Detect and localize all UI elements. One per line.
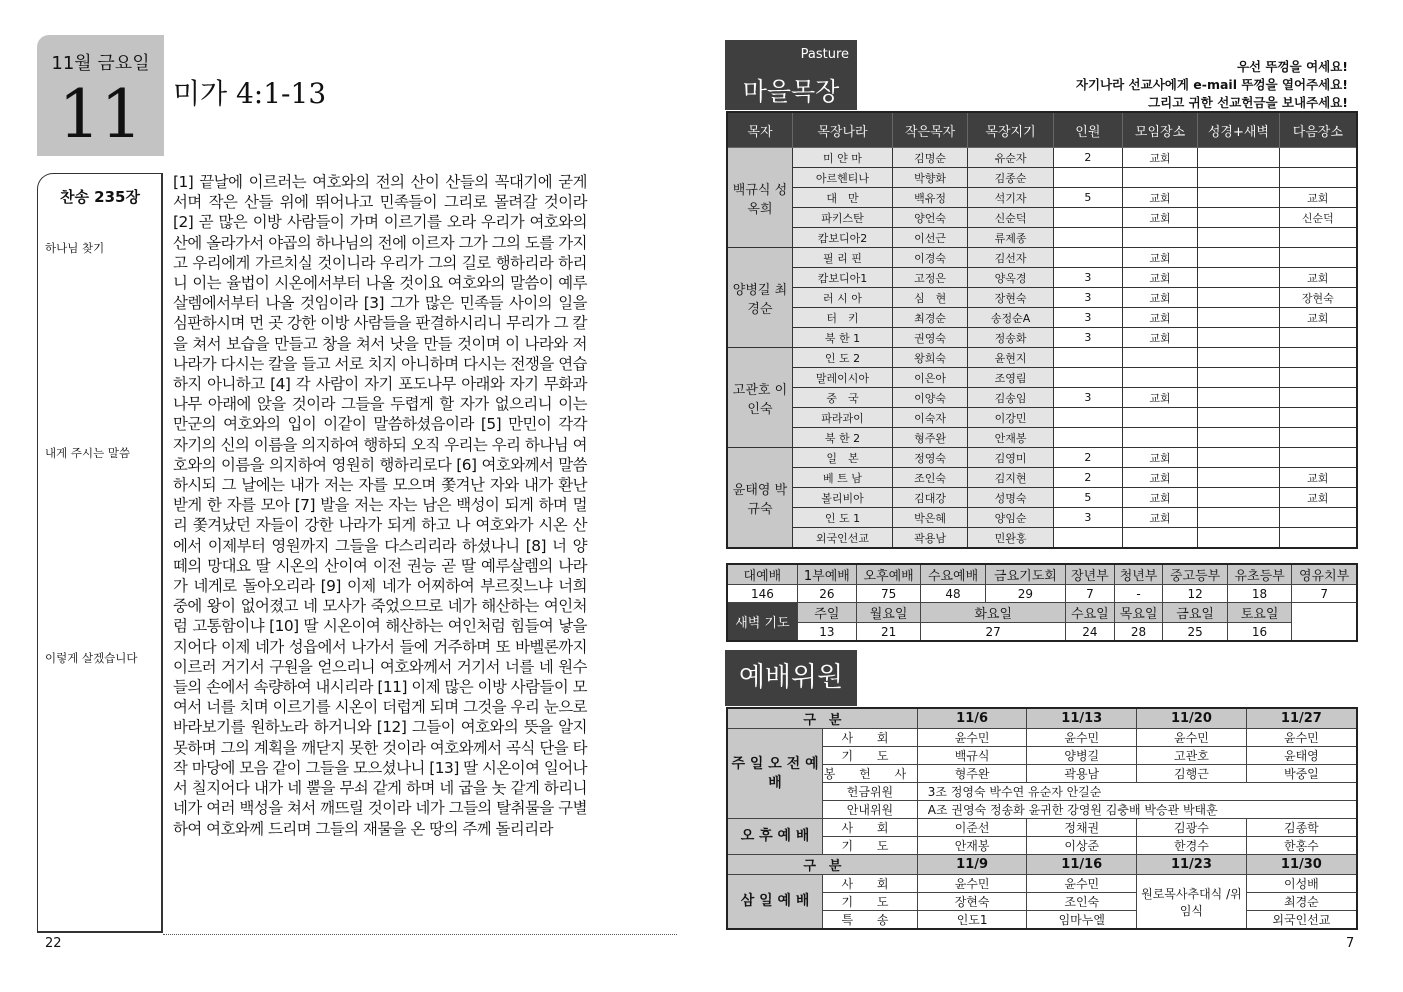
date-header: 11/30 bbox=[1246, 855, 1357, 875]
village-cell: 3 bbox=[1053, 328, 1122, 348]
village-cell: 교회 bbox=[1279, 268, 1357, 288]
attendance-value: 29 bbox=[985, 585, 1065, 603]
village-cell: 장현숙 bbox=[968, 288, 1054, 308]
village-cell: 인 도 2 bbox=[792, 348, 892, 368]
village-cell: 박은혜 bbox=[892, 508, 967, 528]
village-cell bbox=[1122, 428, 1197, 448]
village-cell bbox=[1279, 448, 1357, 468]
village-cell: 교회 bbox=[1279, 488, 1357, 508]
village-cell: 장현숙 bbox=[1279, 288, 1357, 308]
village-cell: 5 bbox=[1053, 188, 1122, 208]
village-cell bbox=[1122, 408, 1197, 428]
assignee: 김광수 bbox=[1137, 819, 1247, 837]
assignee: 한홍수 bbox=[1246, 837, 1357, 855]
village-cell: 김대강 bbox=[892, 488, 967, 508]
village-cell: 교회 bbox=[1122, 208, 1197, 228]
village-cell bbox=[1198, 408, 1279, 428]
dawn-value: 28 bbox=[1114, 623, 1163, 642]
village-cell bbox=[1279, 168, 1357, 188]
village-cell: 이은아 bbox=[892, 368, 967, 388]
scripture-text: [1] 끝날에 이르러는 여호와의 전의 산이 산들의 꼭대기에 굳게 서며 작은 산들 위에 뛰어나고 민족들이 그리로 몰려갈 것이라 [2] 곧 많은 이방 사람들이 가며 이르기를 오라 우리가 여호와의 산에 올라가서 야곱의 하나님의 전에 이르자 그가 그의 도를 가지고 우리에게 가르치실 것이니라 우리가 그의 길로 행하리라 하리니 이는 율법이 시온에서부터 나올 것이요 여호와의 말씀이 예루살렘에서부터 나올 것임이라 [3] 그가 많은 민족들 사이의 일을 심판하시며 먼 곳 강한 이방 사람들을 판결하시리니 무리가 그 칼을 쳐서 보습을 만들고 창을 쳐서 낫을 만들 것이며 이 나라와 저 나라가 다시는 칼을 들고 서로 치지 아니하며 다시는 전쟁을 연습하지 아니하고 [4] 각 사람이 자기 포도나무 아래와 자기 무화과나무 아래에 앉을 것이라 그들을 두렵게 할 자가 없으리니 이는 만군의 여호와의 입이 이같이 말씀하셨음이라 [5] 만민이 각각 자기의 신의 이름을 의지하여 행하되 오직 우리는 우리 하나님 여호와의 이름을 의지하여 영원히 행하리로다 [6] 여호와께서 말씀하시되 그 날에는 내가 저는 자를 모으며 쫓겨난 자와 내가 환난 받게 한 자를 모아 [7] 발을 저는 자는 남은 백성이 되게 하며 멀리 쫓겨났던 자들이 강한 나라가 되게 하고 나 여호와가 시온 산에서 이제부터 영원까지 그들을 다스리리라 하셨나니 [8] 너 양 떼의 망대요 딸 시온의 산이여 이전 권능 곧 딸 예루살렘의 나라가 네게로 돌아오리라 [9] 이제 네가 어찌하여 부르짖느냐 너희 중에 왕이 없어졌고 네 모사가 죽었으므로 네가 해산하는 여인처럼 고통함이냐 [10] 딸 시온이여 해산하는 여인처럼 힘들여 낳을지어다 이제 네가 성읍에서 나가서 들에 거주하며 또 바벨론까지 이르러 거기서 구원을 얻으리니 여호와께서 거기서 너를 네 원수들의 손에서 속량하여 내시리라 [11] 이제 많은 이방 사람들이 모여서 너를 치며 이르기를 시온이 더럽게 되며 그것을 우리 눈으로 바라보기를 원하노라 하거니와 [12] 그들이 여호와의 뜻을 알지 못하며 그의 계획을 깨닫지 못한 것이라 여호와께서 곡식 단을 타작 마당에 모음 같이 그들을 모으셨나니 [13] 딸 시온이여 일어나서 칠지어다 내가 네 뿔을 무쇠 같게 하며 네 굽을 놋 같게 하리니 네가 여러 백성을 쳐서 깨뜨릴 것이라 네가 그들의 탈취물을 구별하여 여호와께 드리며 그들의 재물을 온 땅의 주께 돌리리라 bbox=[173, 173, 587, 838]
hymn-number: 찬송 235장 bbox=[59, 188, 140, 206]
mission-notice bbox=[1076, 58, 1348, 112]
village-cell: 김송임 bbox=[968, 388, 1054, 408]
assignee: 정채권 bbox=[1027, 819, 1137, 837]
village-cell: 교회 bbox=[1122, 388, 1197, 408]
village-cell: 교회 bbox=[1122, 268, 1197, 288]
table-row bbox=[727, 328, 1357, 348]
village-cell: 대 만 bbox=[792, 188, 892, 208]
village-cell: 조영림 bbox=[968, 368, 1054, 388]
assignee: 고관호 bbox=[1137, 747, 1247, 765]
village-cell: 신순덕 bbox=[968, 208, 1054, 228]
assignee: 박중일 bbox=[1246, 765, 1357, 783]
role-label: 사 회 bbox=[823, 729, 918, 747]
village-cell: 3 bbox=[1053, 308, 1122, 328]
village-cell bbox=[1198, 348, 1279, 368]
day-number: 11 bbox=[58, 76, 143, 153]
village-cell: 김지현 bbox=[968, 468, 1054, 488]
village-cell bbox=[1198, 168, 1279, 188]
notice-line: 그리고 귀한 선교헌금을 보내주세요! bbox=[1148, 95, 1348, 110]
afternoon-service-label: 오 후 예 배 bbox=[727, 819, 823, 855]
village-cell: 북 한 2 bbox=[792, 428, 892, 448]
attendance-value: 48 bbox=[921, 585, 985, 603]
date-header: 11/27 bbox=[1246, 708, 1357, 729]
assignee: 김행근 bbox=[1137, 765, 1247, 783]
table-row bbox=[727, 348, 1357, 368]
village-cell: 김영미 bbox=[968, 448, 1054, 468]
table-row bbox=[727, 448, 1357, 468]
village-cell: 정영숙 bbox=[892, 448, 967, 468]
table-row bbox=[727, 855, 1357, 875]
village-cell: 신순덕 bbox=[1279, 208, 1357, 228]
attendance-header: 유초등부 bbox=[1227, 564, 1291, 585]
village-cell: 교회 bbox=[1122, 468, 1197, 488]
village-cell: 3 bbox=[1053, 268, 1122, 288]
village-cell bbox=[1053, 408, 1122, 428]
dawn-value: 21 bbox=[856, 623, 920, 642]
village-cell: 3 bbox=[1053, 388, 1122, 408]
village-cell: 파키스탄 bbox=[792, 208, 892, 228]
village-cell bbox=[1198, 468, 1279, 488]
village-cell: 이선근 bbox=[892, 228, 967, 248]
role-label: 사 회 bbox=[823, 875, 918, 893]
table-row bbox=[727, 248, 1357, 268]
attendance-header: 중고등부 bbox=[1163, 564, 1227, 585]
village-cell: 교회 bbox=[1122, 148, 1197, 168]
page-number-right: 7 bbox=[1346, 936, 1355, 951]
role-label: 기 도 bbox=[823, 893, 918, 911]
assignee: 백규식 bbox=[917, 747, 1027, 765]
village-cell: 아르헨티나 bbox=[792, 168, 892, 188]
village-cell: 캄보디아2 bbox=[792, 228, 892, 248]
village-cell bbox=[1198, 528, 1279, 549]
assignee: 이상준 bbox=[1027, 837, 1137, 855]
table-row bbox=[727, 408, 1357, 428]
village-cell: 류제종 bbox=[968, 228, 1054, 248]
pasture-tab bbox=[725, 40, 857, 110]
village-cell bbox=[1122, 168, 1197, 188]
role-label: 특 송 bbox=[823, 911, 918, 930]
table-row bbox=[727, 228, 1357, 248]
village-cell: 곽용남 bbox=[892, 528, 967, 549]
village-cell: 2 bbox=[1053, 148, 1122, 168]
village-header: 목장나라 bbox=[792, 112, 892, 148]
dawn-header: 수요일 bbox=[1066, 603, 1115, 623]
attendance-value: - bbox=[1114, 585, 1163, 603]
table-row bbox=[727, 729, 1357, 747]
attendance-table bbox=[726, 563, 1358, 642]
attendance-value: 7 bbox=[1066, 585, 1115, 603]
assignee: 안재봉 bbox=[917, 837, 1027, 855]
attendance-value: 12 bbox=[1163, 585, 1227, 603]
label-word-for-me: 내게 주시는 말씀 bbox=[45, 446, 131, 460]
village-cell: 김종순 bbox=[968, 168, 1054, 188]
village-header: 다음장소 bbox=[1279, 112, 1357, 148]
table-row bbox=[727, 819, 1357, 837]
table-row bbox=[727, 508, 1357, 528]
attendance-header: 오후예배 bbox=[856, 564, 920, 585]
assignee: 양병길 bbox=[1027, 747, 1137, 765]
village-cell: 볼리비아 bbox=[792, 488, 892, 508]
village-cell: 캄보디아1 bbox=[792, 268, 892, 288]
role-label: 헌금위원 bbox=[823, 783, 918, 801]
village-cell bbox=[1279, 368, 1357, 388]
wednesday-service-label: 삼 일 예 배 bbox=[727, 875, 823, 930]
village-cell bbox=[1279, 248, 1357, 268]
village-cell: 최경순 bbox=[892, 308, 967, 328]
village-cell bbox=[1053, 368, 1122, 388]
assignee: 윤수민 bbox=[1027, 729, 1137, 747]
village-cell bbox=[1198, 448, 1279, 468]
assignee: 윤태영 bbox=[1246, 747, 1357, 765]
attendance-header: 수요예배 bbox=[921, 564, 985, 585]
village-cell bbox=[1122, 348, 1197, 368]
assignee: 형주완 bbox=[917, 765, 1027, 783]
village-cell bbox=[1279, 388, 1357, 408]
village-cell bbox=[1279, 408, 1357, 428]
assignee: 이성배 bbox=[1246, 875, 1357, 893]
gubun-header: 구 분 bbox=[727, 855, 917, 875]
table-row bbox=[727, 388, 1357, 408]
attendance-header: 대예배 bbox=[727, 564, 797, 585]
village-cell: 중 국 bbox=[792, 388, 892, 408]
village-cell bbox=[1053, 528, 1122, 549]
group-leader: 고관호 이인숙 bbox=[727, 348, 792, 448]
attendance-value: 75 bbox=[856, 585, 920, 603]
village-cell bbox=[1198, 388, 1279, 408]
village-cell: 권영숙 bbox=[892, 328, 967, 348]
village-cell: 김명순 bbox=[892, 148, 967, 168]
table-row bbox=[727, 488, 1357, 508]
village-cell: 성명숙 bbox=[968, 488, 1054, 508]
date-header: 11/20 bbox=[1137, 708, 1247, 729]
village-cell: 석기자 bbox=[968, 188, 1054, 208]
village-cell: 교회 bbox=[1122, 248, 1197, 268]
village-cell bbox=[1279, 508, 1357, 528]
village-cell: 교회 bbox=[1279, 188, 1357, 208]
assignee: 장현숙 bbox=[917, 893, 1027, 911]
assignee: 외국인선교 bbox=[1246, 911, 1357, 930]
assignee: 조인숙 bbox=[1027, 893, 1137, 911]
role-label: 봉 헌 사 bbox=[823, 765, 918, 783]
table-row bbox=[727, 168, 1357, 188]
notice-line: 우선 뚜껑을 여세요! bbox=[1236, 59, 1348, 74]
table-row bbox=[727, 708, 1357, 729]
dawn-value: 24 bbox=[1066, 623, 1115, 642]
attendance-header: 청년부 bbox=[1114, 564, 1163, 585]
village-cell: 민완홍 bbox=[968, 528, 1054, 549]
village-cell: 미 얀 마 bbox=[792, 148, 892, 168]
village-cell: 교회 bbox=[1279, 468, 1357, 488]
village-cell bbox=[1122, 228, 1197, 248]
assignee: 곽용남 bbox=[1027, 765, 1137, 783]
assignee: 윤수민 bbox=[1027, 875, 1137, 893]
assignee: 이준선 bbox=[917, 819, 1027, 837]
dawn-header: 금요일 bbox=[1163, 603, 1227, 623]
village-cell: 교회 bbox=[1122, 508, 1197, 528]
village-cell: 일 본 bbox=[792, 448, 892, 468]
village-cell: 고정은 bbox=[892, 268, 967, 288]
village-cell bbox=[1198, 248, 1279, 268]
dawn-header: 주일 bbox=[797, 603, 856, 623]
bottom-divider bbox=[163, 934, 677, 935]
village-cell: 러 시 아 bbox=[792, 288, 892, 308]
dawn-header: 화요일 bbox=[921, 603, 1066, 623]
village-cell bbox=[1198, 328, 1279, 348]
pasture-title: 마을목장 bbox=[742, 77, 840, 106]
village-cell bbox=[1198, 148, 1279, 168]
village-cell bbox=[1279, 348, 1357, 368]
village-header: 목장지기 bbox=[968, 112, 1054, 148]
village-cell: 윤현지 bbox=[968, 348, 1054, 368]
village-cell: 김선자 bbox=[968, 248, 1054, 268]
village-cell: 이숙자 bbox=[892, 408, 967, 428]
table-row bbox=[727, 428, 1357, 448]
village-cell: 파라과이 bbox=[792, 408, 892, 428]
dawn-label: 새벽 기도 bbox=[727, 603, 797, 642]
village-header: 인원 bbox=[1053, 112, 1122, 148]
village-cell bbox=[1053, 348, 1122, 368]
month-weekday: 11월 금요일 bbox=[51, 53, 150, 74]
village-cell bbox=[1279, 228, 1357, 248]
group-leader: 윤태영 박규숙 bbox=[727, 448, 792, 549]
village-cell: 3 bbox=[1053, 288, 1122, 308]
role-label: 기 도 bbox=[823, 837, 918, 855]
role-label: 안내위원 bbox=[823, 801, 918, 819]
scripture-reference: 미가 4:1-13 bbox=[173, 77, 327, 110]
village-cell: 형주완 bbox=[892, 428, 967, 448]
table-row bbox=[727, 875, 1357, 893]
village-cell: 교회 bbox=[1122, 448, 1197, 468]
village-table bbox=[726, 111, 1358, 549]
devotion-sidebar bbox=[37, 173, 163, 933]
table-row bbox=[727, 188, 1357, 208]
village-header: 모임장소 bbox=[1122, 112, 1197, 148]
attendance-header: 금요기도회 bbox=[985, 564, 1065, 585]
date-header: 11/6 bbox=[917, 708, 1027, 729]
village-cell bbox=[1198, 288, 1279, 308]
village-cell: 5 bbox=[1053, 488, 1122, 508]
village-cell: 교회 bbox=[1279, 308, 1357, 328]
village-cell: 이경숙 bbox=[892, 248, 967, 268]
dawn-value: 13 bbox=[797, 623, 856, 642]
team-members: A조 권영숙 정송화 윤귀한 강영원 김충배 박승관 박태훈 bbox=[917, 801, 1357, 819]
assignee: 인도1 bbox=[917, 911, 1027, 930]
assignee: 윤수민 bbox=[1137, 729, 1247, 747]
notice-line: 자기나라 선교사에게 e-mail 뚜껑을 열어주세요! bbox=[1075, 77, 1348, 92]
dawn-header: 목요일 bbox=[1114, 603, 1163, 623]
village-cell bbox=[1198, 228, 1279, 248]
date-header: 11/13 bbox=[1027, 708, 1137, 729]
village-cell bbox=[1122, 368, 1197, 388]
date-box bbox=[37, 35, 164, 156]
table-row bbox=[727, 268, 1357, 288]
morning-service-label: 주 일 오 전 예 배 bbox=[727, 729, 823, 819]
table-row bbox=[727, 288, 1357, 308]
village-cell: 이양숙 bbox=[892, 388, 967, 408]
village-cell bbox=[1198, 268, 1279, 288]
village-cell bbox=[1198, 208, 1279, 228]
village-cell: 2 bbox=[1053, 468, 1122, 488]
village-cell: 인 도 1 bbox=[792, 508, 892, 528]
attendance-header: 영유치부 bbox=[1292, 564, 1357, 585]
village-cell: 이강민 bbox=[968, 408, 1054, 428]
team-members: 3조 정영숙 박수연 유순자 안길순 bbox=[917, 783, 1357, 801]
attendance-value: 26 bbox=[797, 585, 856, 603]
village-cell bbox=[1053, 428, 1122, 448]
village-cell: 베 트 남 bbox=[792, 468, 892, 488]
village-cell: 왕희숙 bbox=[892, 348, 967, 368]
village-cell: 교회 bbox=[1122, 488, 1197, 508]
village-cell bbox=[1198, 308, 1279, 328]
attendance-value: 18 bbox=[1227, 585, 1291, 603]
village-cell bbox=[1122, 528, 1197, 549]
dawn-header: 토요일 bbox=[1227, 603, 1291, 623]
village-cell: 외국인선교 bbox=[792, 528, 892, 549]
village-cell: 교회 bbox=[1122, 308, 1197, 328]
assignee: 김종학 bbox=[1246, 819, 1357, 837]
village-cell: 송정순A bbox=[968, 308, 1054, 328]
village-cell: 양언숙 bbox=[892, 208, 967, 228]
table-row bbox=[727, 308, 1357, 328]
assignee: 윤수민 bbox=[917, 729, 1027, 747]
assignee: 임마누엘 bbox=[1027, 911, 1137, 930]
dawn-value: 27 bbox=[921, 623, 1066, 642]
village-cell bbox=[1198, 508, 1279, 528]
village-cell: 정송화 bbox=[968, 328, 1054, 348]
attendance-header: 1부예배 bbox=[797, 564, 856, 585]
village-cell: 교회 bbox=[1122, 328, 1197, 348]
label-will-live: 이렇게 살겠습니다 bbox=[45, 651, 138, 665]
table-row bbox=[727, 468, 1357, 488]
village-cell: 안재봉 bbox=[968, 428, 1054, 448]
table-row bbox=[727, 368, 1357, 388]
village-cell: 백유정 bbox=[892, 188, 967, 208]
village-cell: 말레이시아 bbox=[792, 368, 892, 388]
village-cell: 북 한 1 bbox=[792, 328, 892, 348]
table-row bbox=[727, 148, 1357, 168]
pasture-english: Pasture bbox=[800, 47, 849, 62]
village-header: 성경+새벽 bbox=[1198, 112, 1279, 148]
village-cell bbox=[1198, 488, 1279, 508]
attendance-header: 장년부 bbox=[1066, 564, 1115, 585]
role-label: 기 도 bbox=[823, 747, 918, 765]
date-header: 11/16 bbox=[1027, 855, 1137, 875]
village-cell: 필 리 핀 bbox=[792, 248, 892, 268]
village-cell: 터 키 bbox=[792, 308, 892, 328]
village-cell bbox=[1279, 428, 1357, 448]
village-cell: 박향화 bbox=[892, 168, 967, 188]
village-cell bbox=[1279, 148, 1357, 168]
gubun-header: 구 분 bbox=[727, 708, 917, 729]
village-cell: 교회 bbox=[1122, 188, 1197, 208]
assignee: 최경순 bbox=[1246, 893, 1357, 911]
role-label: 사 회 bbox=[823, 819, 918, 837]
village-cell: 유순자 bbox=[968, 148, 1054, 168]
village-cell: 3 bbox=[1053, 508, 1122, 528]
dawn-header: 월요일 bbox=[856, 603, 920, 623]
village-cell: 양임순 bbox=[968, 508, 1054, 528]
dawn-value: 25 bbox=[1163, 623, 1227, 642]
village-cell bbox=[1053, 248, 1122, 268]
special-event: 원로목사추대식 /위임식 bbox=[1137, 875, 1247, 930]
village-cell bbox=[1198, 368, 1279, 388]
worship-committee-title: 예배위원 bbox=[725, 650, 857, 706]
table-row bbox=[727, 528, 1357, 549]
label-seek-god: 하나님 찾기 bbox=[45, 241, 105, 255]
assignee: 한경수 bbox=[1137, 837, 1247, 855]
page-number-left: 22 bbox=[45, 936, 62, 951]
group-leader: 양병길 최경순 bbox=[727, 248, 792, 348]
group-leader: 백규식 성옥희 bbox=[727, 148, 792, 248]
attendance-value: 146 bbox=[727, 585, 797, 603]
village-cell bbox=[1053, 228, 1122, 248]
village-cell: 양옥경 bbox=[968, 268, 1054, 288]
assignee: 윤수민 bbox=[917, 875, 1027, 893]
village-cell bbox=[1198, 188, 1279, 208]
village-cell: 심 현 bbox=[892, 288, 967, 308]
village-cell bbox=[1198, 428, 1279, 448]
village-cell bbox=[1053, 208, 1122, 228]
assignee: 윤수민 bbox=[1246, 729, 1357, 747]
village-cell bbox=[1279, 528, 1357, 549]
village-cell bbox=[1053, 168, 1122, 188]
village-header: 목자 bbox=[727, 112, 792, 148]
table-row bbox=[727, 208, 1357, 228]
date-header: 11/23 bbox=[1137, 855, 1247, 875]
village-cell: 교회 bbox=[1122, 288, 1197, 308]
worship-table bbox=[726, 707, 1358, 930]
attendance-value: 7 bbox=[1292, 585, 1357, 603]
village-cell bbox=[1279, 328, 1357, 348]
dawn-value: 16 bbox=[1227, 623, 1291, 642]
village-cell: 2 bbox=[1053, 448, 1122, 468]
date-header: 11/9 bbox=[917, 855, 1027, 875]
village-cell: 조인숙 bbox=[892, 468, 967, 488]
village-header: 작은목자 bbox=[892, 112, 967, 148]
